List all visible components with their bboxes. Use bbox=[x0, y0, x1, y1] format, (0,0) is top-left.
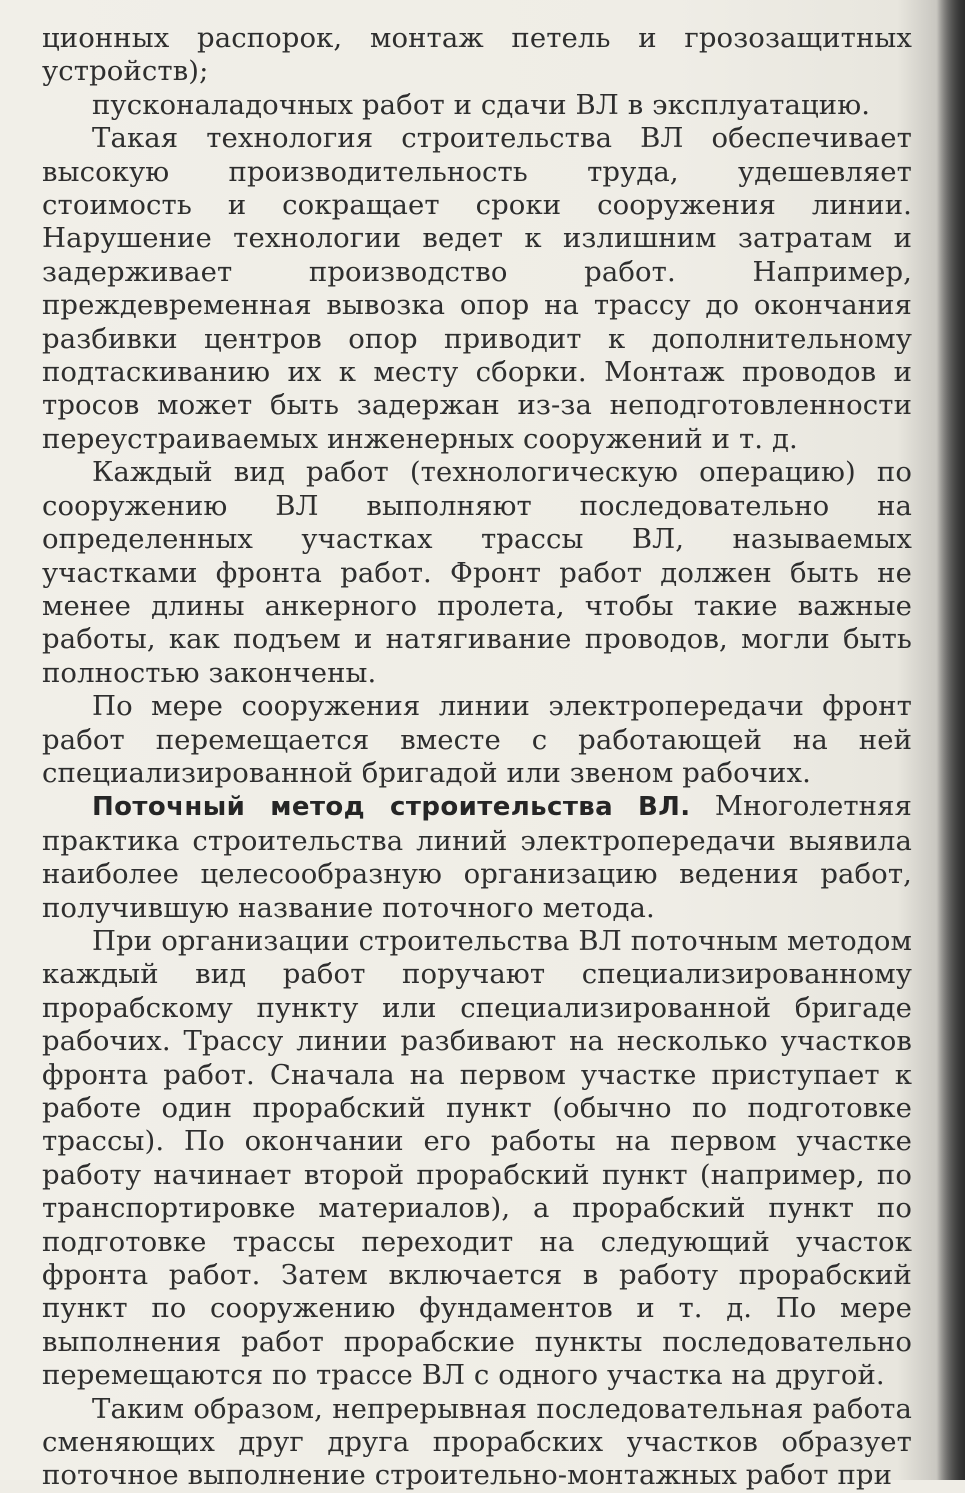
paragraph: Каждый вид работ (технологическую операцию) по сооружению ВЛ выполняют последовательно на определенных участках трассы ВЛ, называемых участками фронта работ. Фронт работ должен быть не менее длины анкерного пролета, чтобы такие важные работы, как подъем и натягивание проводов, могли быть полностью закончены. bbox=[42, 456, 912, 689]
page-edge-shadow bbox=[937, 0, 965, 1480]
paragraph: Такая технология строительства ВЛ обеспечивает высокую производительность труда, удешевляет стоимость и сокращает сроки сооружения линии. Нарушение технологии ведет к излишним затратам и задерживает производство работ. Например, преждевременная вывозка опор на трассу до окончания разбивки центров опор приводит к дополнительному подтаскиванию их к месту сборки. Монтаж проводов и тросов может быть задержан из-за неподготовленности переустраиваемых инженерных сооружений и т. д. bbox=[42, 122, 912, 455]
paragraph-body: Многолетняя практика строительства линий электропередачи выявила наиболее целесообразную организацию ведения работ, получившую название поточного метода. bbox=[42, 790, 912, 924]
paragraph: При организации строительства ВЛ поточным методом каждый вид работ поручают специализированному прорабскому пункту или специализированной бригаде рабочих. Трассу линии разбивают на несколько участков фронта работ. Сначала на первом участке приступает к работе один прорабский пункт (обычно по подготовке трассы). По окончании его работы на первом участке работу начинает второй прорабский пункт (например, по транспортировке материалов), а прорабский пункт по подготовке трассы переходит на следующий участок фронта работ. Затем включается в работу прорабский пункт по сооружению фундаментов и т. д. По мере выполнения работ прорабские пункты последовательно перемещаются по трассе ВЛ с одного участка на другой. bbox=[42, 924, 912, 1392]
paragraph-continuation: ционных распорок, монтаж петель и грозозащитных устройств); bbox=[42, 22, 912, 88]
paragraph: По мере сооружения линии электропередачи фронт работ перемещается вместе с работающей на ней специализированной бригадой или звеном рабочих. bbox=[42, 690, 912, 789]
paragraph-with-heading bbox=[42, 790, 912, 925]
paragraph: Таким образом, непрерывная последовательная работа сменяющих друг друга прорабских участков образует поточное выполнение строительно-монтажных работ при bbox=[42, 1392, 912, 1492]
paragraph: пусконаладочных работ и сдачи ВЛ в эксплуатацию. bbox=[92, 88, 871, 121]
page-text bbox=[42, 22, 912, 1493]
section-run-in-heading: Поточный метод строительства ВЛ. bbox=[92, 792, 691, 823]
